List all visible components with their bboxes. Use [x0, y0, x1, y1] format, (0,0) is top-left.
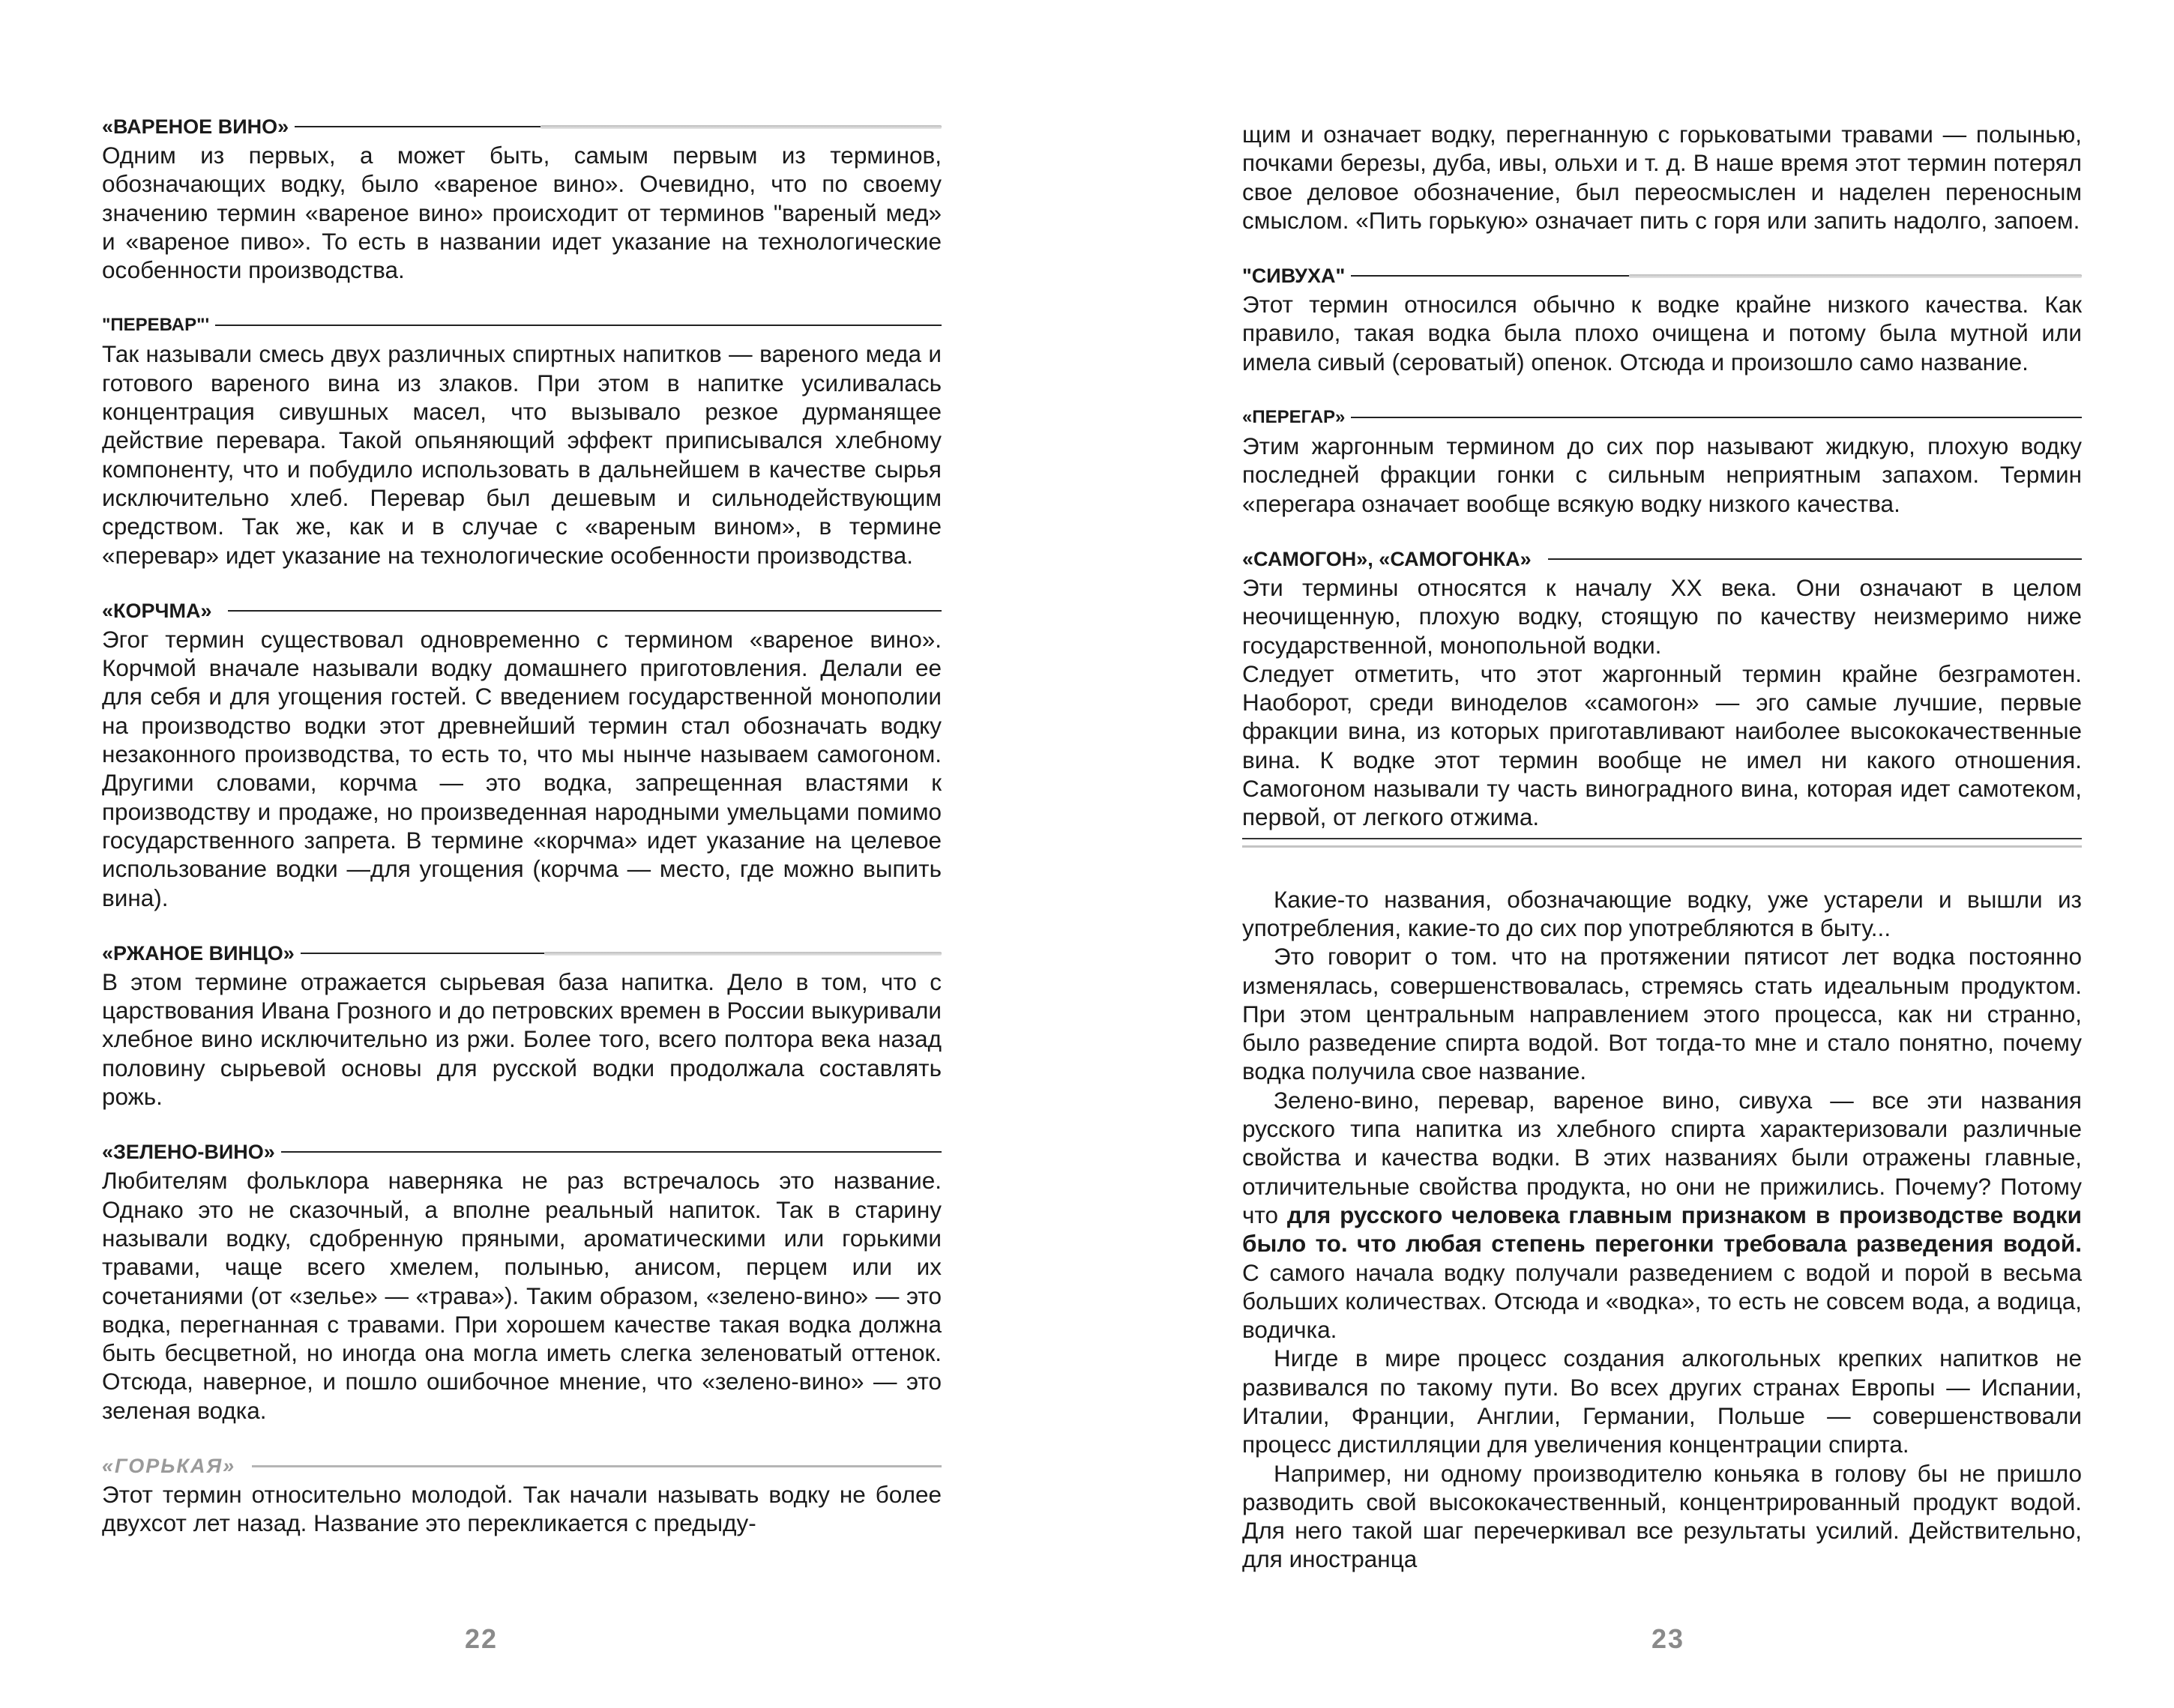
section-heading: «ЗЕЛЕНО-ВИНО» — [102, 1141, 275, 1164]
section-heading: «РЖАНОЕ ВИНЦО» — [102, 941, 295, 965]
heading-row — [102, 1138, 942, 1166]
heading-rule — [252, 1464, 942, 1468]
heading-rule — [215, 323, 942, 328]
section-divider — [1242, 838, 2082, 848]
section-zeleno-vino — [102, 1138, 942, 1425]
section-text: Этим жаргонным термином до сих пор называют жидкую, плохую водку последней фракции гонки с сильным неприятным запахом. Термин «перегара означает вообще всякую водку низкого качества. — [1242, 432, 2082, 517]
section-gorkaya — [102, 1452, 942, 1538]
paragraph: Это говорит о том. что на протяжении пятисот лет водка постоянно изменялась, совершенствовалась, стремясь стать идеальным продуктом. При этом центральным направлением этого процесса, как ни странно, было разведение спирта водой. Вот тогда-то мне и стало понятно, почему водка получила свое название. — [1242, 943, 2082, 1085]
heading-row — [1242, 262, 2082, 290]
continuation-text: щим и означает водку, перегнанную с горьковатыми травами — полынью, почками березы, дуба, ивы, ольхи и т. д. В наше время этот термин потерял свое деловое обозначение, был переосмыслен и наделен переносным смыслом. «Пить горькую» означает пить с горя или запить надолго, запоем. — [1242, 121, 2082, 234]
section-text: Этот термин относился обычно к водке крайне низкого качества. Как правило, такая водка была плохо очищена и потому была мутной или имела сивый (сероватый) опенок. Отсюда и произошло само название. — [1242, 291, 2082, 375]
paragraph: Какие-то названия, обозначающие водку, уже устарели и вышли из употребления, какие-то до сих пор употребляются в быту... — [1242, 885, 2082, 941]
heading-rule — [1548, 557, 2082, 561]
bold-emphasis: для русского человека главным признаком в производстве водки было то. что любая степень перегонки требовала разведения водой. — [1242, 1201, 2083, 1258]
section-text: Этот термин относительно молодой. Так начали называть водку не более двухсот лет назад. Название это перекликается с предыду- — [102, 1480, 942, 1537]
section-rzhanoe-vintso — [102, 939, 942, 1111]
section-text: Одним из первых, а может быть, самым первым из терминов, обозначающих водку, было «вареное вино». Очевидно, что по своему значению термин «вареное вино» происходит от терминов "вареный мед» и «вареное пиво». То есть в названии идет указание на технологические особенности производства. — [102, 142, 942, 284]
heading-rule — [295, 124, 942, 129]
section-korchma — [102, 597, 942, 912]
right-page — [1087, 0, 2174, 1708]
heading-row — [102, 1452, 942, 1480]
right-column — [1242, 120, 2082, 1574]
heading-rule — [1351, 274, 2082, 278]
section-text: Так называли смесь двух различных спиртных напитков — вареного меда и готового вареного вина из злаков. При этом в напитке усиливалась концентрация сивушных масел, что вызывало резкое дурманящее действие перевара. Такой опьяняющий эффект приписывался хлебному компоненту, что и побудило использовать в дальнейшем в качестве сырья исключительно хлеб. Перевар был дешевым и сильнодействующим средством. Так же, как и в случае с «вареным вином», в термине «перевар» идет указание на технологические особенности производства. — [102, 340, 942, 569]
paragraph: Например, ни одному производителю коньяка в голову бы не пришло разводить свой высококачественный, концентрированный продукт водой. Для него такой шаг перечеркивал все результаты усилий. Действительно, для иностранца — [1242, 1459, 2082, 1573]
left-column — [102, 112, 942, 1565]
section-samogon — [1242, 545, 2082, 832]
section-text: Эгог термин существовал одновременно с термином «вареное вино». Корчмой вначале называли водку домашнего приготовления. Делали ее для себя и для угощения гостей. С введением государственной монополии на производство водки этот древнейший термин стал обозначать водку незаконного производства, то есть то, что мы нынче называем самогоном. Другими словами, корчма — это водка, запрещенная властями к производству и продаже, но произведенная народными умельцами помимо государственного запрета. В термине «корчма» идет указание на целевое использование водки —для угощения (корчма — место, где можно выпить вина). — [102, 625, 942, 911]
paragraph-start: Зелено-вино, перевар, вареное вино, сивуха — все эти названия русского типа напитка из хлебного спирта характеризовали различные свойства и качества водки. В этих названиях были отражены главные, отличительные свойства продукта, но они не прижились. Почему? Потому что — [1242, 1086, 2082, 1228]
page-number: 23 — [1651, 1623, 1685, 1654]
section-heading: «ВАРЕНОЕ ВИНО» — [102, 115, 289, 138]
heading-rule — [281, 1150, 942, 1154]
heading-row — [102, 597, 942, 625]
section-heading: «ПЕРЕГАР» — [1242, 406, 1346, 427]
section-varenoe-vino — [102, 112, 942, 284]
heading-rule — [301, 951, 942, 956]
section-text-2: Следует отметить, что этот жаргонный термин крайне безграмотен. Наоборот, среди виноделов «самогон» — эго самые лучшие, первые фракции вина, из которых приготавливают наиболее высококачественные вина. К водке этот термин вообще не имел ни какого отношения. Самогоном называли ту часть виноградного вина, которая идет самотеком, первой, от легкого отжима. — [1242, 660, 2082, 831]
section-perevar — [102, 311, 942, 569]
section-heading: "ПЕРЕВАР"' — [102, 315, 210, 336]
section-peregar — [1242, 403, 2082, 518]
section-text: В этом термине отражается сырьевая база напитка. Дело в том, что с царствования Ивана Грозного и до петровских времен в России выкуривали хлебное вино исключительно из ржи. Более того, всего полтора века назад половину сырьевой основы для русской водки продолжала составлять рожь. — [102, 968, 942, 1111]
heading-rule — [228, 609, 942, 613]
section-heading: «ГОРЬКАЯ» — [102, 1454, 236, 1477]
heading-row — [102, 311, 942, 340]
paragraph-with-bold — [1242, 1086, 2082, 1345]
paragraph: Нигде в мире процесс создания алкогольных крепких напитков не развивался по такому пути. Во всех других странах Европы — Испании, Италии, Франции, Англии, Германии, Польше — совершенствовали процесс дистилляции для увеличения концентрации спирта. — [1242, 1345, 2082, 1458]
section-heading: «КОРЧМА» — [102, 599, 212, 622]
section-heading: "СИВУХА" — [1242, 265, 1346, 288]
page-number: 22 — [465, 1623, 499, 1654]
section-text: Эти термины относятся к началу XX века. Они означают в целом неочищенную, плохую водку, стоящую по качеству неизмеримо ниже государственной, монопольной водки. — [1242, 573, 2082, 659]
heading-row — [1242, 545, 2082, 573]
paragraph-end: С самого начала водку получали разведением с водой и порой в весьма больших количествах. Отсюда и «водка», то есть не совсем вода, а водица, водичка. — [1242, 1258, 2082, 1344]
heading-row — [102, 112, 942, 141]
heading-rule — [1351, 415, 2082, 420]
section-text: Любителям фольклора наверняка не раз встречалось это название. Однако это не сказочный, а вполне реальный напиток. Так в старину называли водку, сдобренную пряными, ароматическими или горькими травами, чаще всего хмелем, полынью, анисом, перцем или их сочетаниями (от «зелье» — «трава»). Таким образом, «зелено-вино» — это водка, перегнанная с травами. При хорошем качестве такая водка должна быть бесцветной, но иногда она могла иметь слегка зеленоватый оттенок. Отсюда, наверное, и пошло ошибочное мнение, что «зелено-вино» — это зеленая водка. — [102, 1167, 942, 1424]
section-continuation — [1242, 120, 2082, 235]
section-heading: «САМОГОН», «САМОГОНКА» — [1242, 547, 1532, 570]
heading-row — [102, 939, 942, 968]
section-sivukha — [1242, 262, 2082, 376]
heading-row — [1242, 403, 2082, 432]
